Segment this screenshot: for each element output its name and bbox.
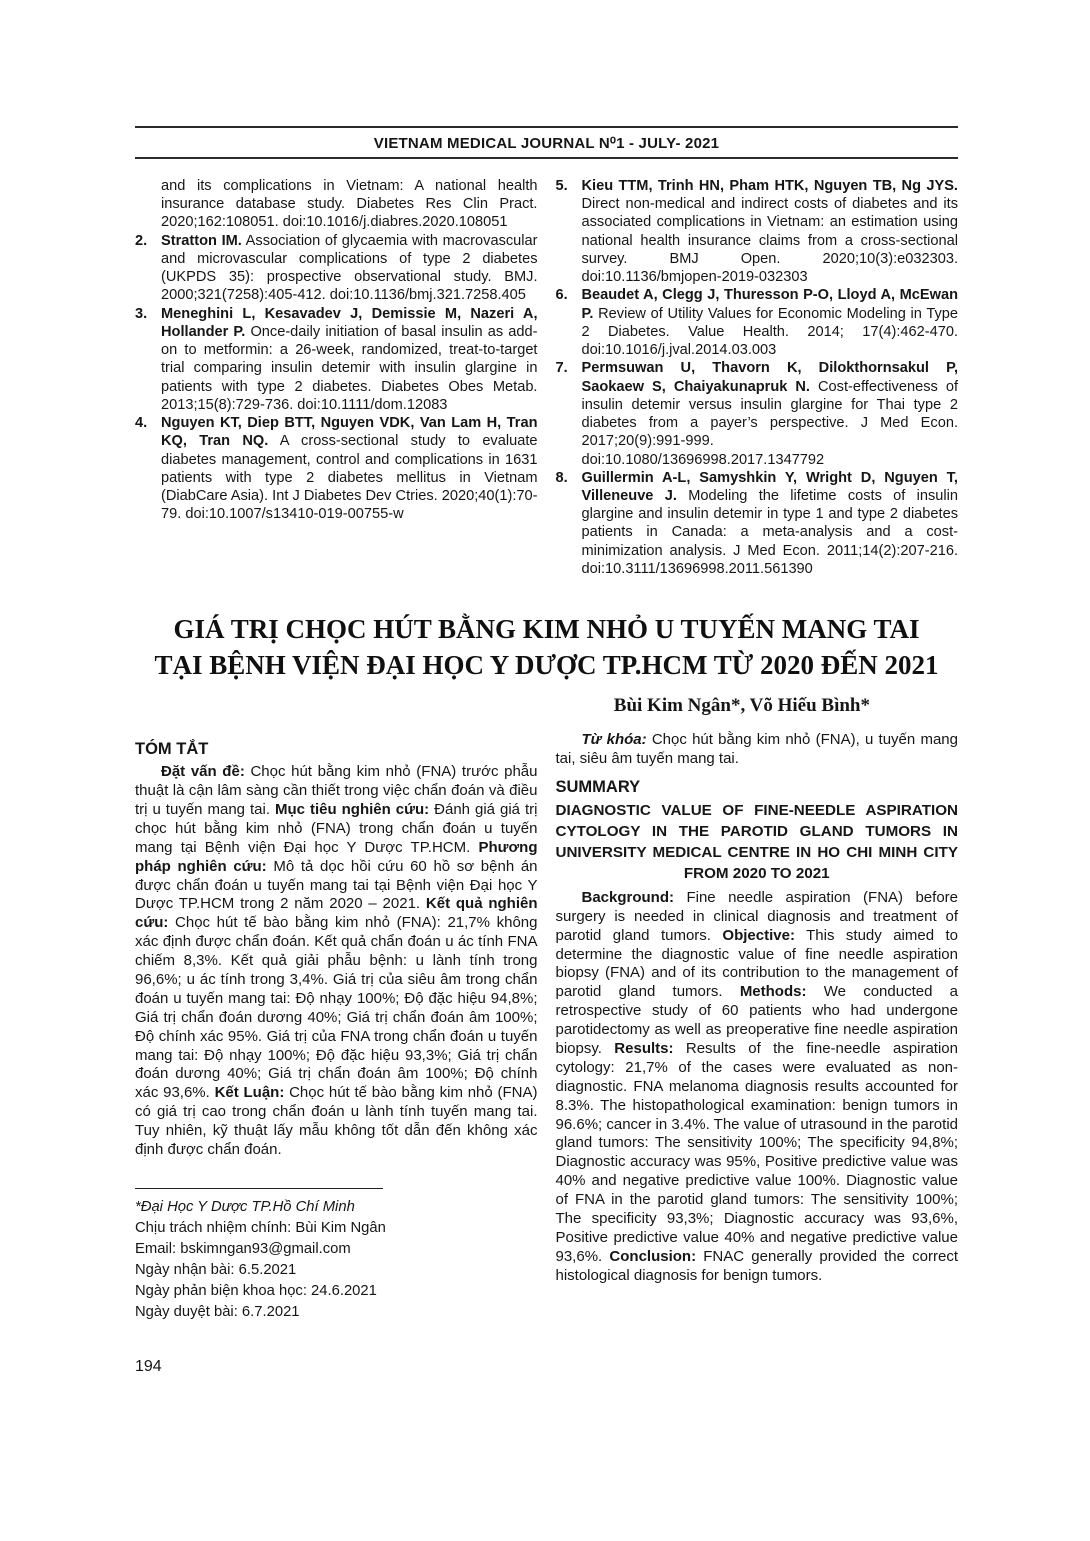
- article-body: [135, 731, 958, 1322]
- reference-text: [582, 286, 959, 359]
- reference-number: [135, 177, 161, 232]
- summary-heading: SUMMARY: [555, 778, 641, 797]
- reference-text: [582, 359, 959, 468]
- footnote: [135, 1197, 538, 1323]
- abstract-heading-vi: TÓM TẮT: [135, 740, 209, 759]
- reference-item: [135, 414, 538, 523]
- reference-citation: A cross-sectional study to evaluate diabetes management, control and complications in 1631 patients with type 2 diabetes mellitus in Vietnam (DiabCare Asia). Int J Diabetes Dev Ctries. 2020;40(1):70-79. doi:10.1007/s13410-019-00755-w: [161, 433, 538, 523]
- references-section: [135, 177, 958, 578]
- reference-authors: Stratton IM.: [161, 232, 242, 249]
- keywords: Từ khóa: Chọc hút bằng kim nhỏ (FNA), u tuyến mang tai, siêu âm tuyến mang tai.: [555, 731, 958, 768]
- reference-number: 6.: [555, 287, 568, 304]
- reference-citation: Cost-effectiveness of insulin detemir versus insulin glargine for Thai type 2 diabetes from a payer’s perspective. J Med Econ. 2017;20(9):991-999. doi:10.1080/13696998.2017.1347792: [581, 378, 958, 468]
- reference-number: 2.: [135, 232, 148, 249]
- article-title-line-1: GIÁ TRỊ CHỌC HÚT BẰNG KIM NHỎ U TUYẾN MANG TAI: [173, 614, 920, 645]
- reference-item: [135, 177, 538, 232]
- reference-text: [161, 232, 538, 305]
- reference-item: [135, 305, 538, 414]
- reference-citation: and its complications in Vietnam: A national health insurance database study. Diabetes Res Clin Pract. 2020;162:108051. doi:10.1016/j.diabres.2020.108051: [161, 178, 538, 231]
- article-authors: Bùi Kim Ngân*, Võ Hiếu Bình*: [613, 695, 870, 717]
- reference-item: [556, 286, 959, 359]
- abstract-vi: Đặt vấn đề: Chọc hút bằng kim nhỏ (FNA) trước phẫu thuật là cận lâm sàng cần thiết trong việc chẩn đoán và điều trị u tuyến mang tai. Mục tiêu nghiên cứu: Đánh giá giá trị chọc hút bằng kim nhỏ (FNA) trong chẩn đoán u tuyến mang tại Bệnh viện Đại học Y Dược TP.HCM. Phương pháp nghiên cứu: Mô tả dọc hồi cứu 60 hồ sơ bệnh án được chẩn đoán u tuyến mang tai tại Bệnh viện Đại học Y Dược TP.HCM trong 2 năm 2020 – 2021. Kết quả nghiên cứu: Chọc hút tế bào bằng kim nhỏ (FNA): 21,7% không xác định được chẩn đoán. Kết quả chẩn đoán u ác tính FNA chiếm 8,3%. Kết quả giải phẫu bệnh: u lành tính trong 96,6%; u ác tính trong 3,4%. Giá trị của siêu âm trong chẩn đoán u tuyến mang tai: Độ nhạy 100%; Độ đặc hiệu 94,8%; Giá trị chẩn đoán dương 40%; Giá trị chẩn đoán âm 100%; Độ chính xác 95%. Giá trị của FNA trong chẩn đoán u tuyến mang tai: Độ nhạy 100%; Độ đặc hiệu 93,3%; Giá trị chẩn đoán dương 40%; Giá trị chẩn đoán âm 100%; Độ chính xác 93,6%. Kết Luận: Chọc hút tế bào bằng kim nhỏ (FNA) có giá trị cao trong chẩn đoán u lành tính tuyến mang tai. Tuy nhiên, kỹ thuật lấy mẫu không tốt dẫn đến không xác định được chẩn đoán.: [135, 763, 538, 1158]
- column-right: [556, 731, 959, 1322]
- article-title-line-2: TẠI BỆNH VIỆN ĐẠI HỌC Y DƯỢC TP.HCM TỪ 2020 ĐẾN 2021: [154, 649, 939, 680]
- reference-number: 8.: [555, 469, 568, 486]
- article-title: [135, 612, 958, 683]
- reference-item: [135, 232, 538, 305]
- abstract-en: Background: Fine needle aspiration (FNA) before surgery is needed in clinical diagnosis and treatment of parotid gland tumors. Objective: This study aimed to determine the diagnostic value of fine needle aspiration biopsy (FNA) and of its contribution to the management of parotid gland tumors. Methods: We conducted a retrospective study of 60 patients who had undergone parotidectomy as well as preoperative fine needle aspiration biopsy. Results: Results of the fine-needle aspiration cytology: 21,7% of the cases were evaluated as non-diagnostic. FNA melanoma diagnosis results accounted for 8.3%. The histopathological examination: benign tumors in 96.6%; cancer in 3.4%. The value of utrasound in the parotid gland tumors: The sensitivity 100%; The specificity 94,8%; Diagnostic accuracy was 95%, Positive predictive value was 40% and negative predictive value 100%. Diagnostic value of FNA in the parotid gland tumors: The sensitivity 100%; The specificity 93,3%; Diagnostic accuracy was 93,6%, Positive predictive value 40% and negative predictive value 93,6%. Conclusion: FNAC generally provided the correct histological diagnosis for benign tumors.: [555, 888, 959, 1284]
- summary-title: DIAGNOSTIC VALUE OF FINE-NEEDLE ASPIRATION CYTOLOGY IN THE PAROTID GLAND TUMORS IN UNIVERSITY MEDICAL CENTRE IN HO CHI MINH CITY FROM 2020 TO 2021: [555, 801, 958, 882]
- page-number: 194: [135, 1358, 162, 1375]
- reference-authors: Permsuwan U, Thavorn K, Dilokthornsakul P, Saokaew S, Chaiyakunapruk N.: [581, 360, 958, 395]
- reference-citation: Modeling the lifetime costs of insulin glargine and insulin detemir in type 1 and type 2 diabetes patients in Canada: a meta-analysis and a cost-minimization analysis. J Med Econ. 2011;14(2):207-216. doi:10.3111/13696998.2011.561390: [581, 487, 959, 577]
- reference-number: 7.: [555, 360, 568, 377]
- reference-number: 5.: [555, 178, 568, 194]
- reference-citation: Once-daily initiation of basal insulin as add-on to metformin: a 26-week, randomized, treat-to-target trial comparing insulin detemir with insulin glargine in patients with type 2 diabetes. Diabetes Obes Metab. 2013;15(8):729-736. doi:10.1111/dom.12083: [161, 323, 538, 413]
- reference-citation: Direct non-medical and indirect costs of diabetes and its associated complications in Vietnam: an estimation using national health insurance claims from a cross-sectional survey. BMJ Open. 2020;10(3):e032303. doi:10.1136/bmjopen-2019-032303: [581, 196, 958, 286]
- reference-text: [582, 177, 959, 286]
- footnote-line-reviewed: Ngày phản biện khoa học: 24.6.2021: [135, 1282, 377, 1299]
- references-column-right: [556, 177, 959, 578]
- footnote-affiliation: *Đại Học Y Dược TP.Hồ Chí Minh: [135, 1198, 355, 1215]
- reference-citation: Association of glycaemia with macrovascular and microvascular complications of type 2 diabetes (UKPDS 35): prospective observational study. BMJ. 2000;321(7258):405-412. doi:10.1136/bmj.321.7258.405: [161, 232, 538, 304]
- footnote-line-accepted: Ngày duyệt bài: 6.7.2021: [135, 1303, 300, 1320]
- reference-authors: Meneghini L, Kesavadev J, Demissie M, Nazeri A, Hollander P.: [161, 305, 538, 340]
- footnote-line-responsible: Chịu trách nhiệm chính: Bùi Kim Ngân: [135, 1219, 386, 1236]
- footnote-line-email: Email: bskimngan93@gmail.com: [135, 1240, 351, 1257]
- column-left: [135, 731, 538, 1322]
- reference-citation: Review of Utility Values for Economic Modeling in Type 2 Diabetes. Value Health. 2014; 17(4):462-470. doi:10.1016/j.jval.2014.03.003: [581, 305, 958, 359]
- reference-number: 4.: [135, 415, 148, 432]
- reference-text: [161, 305, 538, 414]
- reference-item: [556, 359, 959, 468]
- references-column-left: [135, 177, 538, 578]
- reference-authors: Nguyen KT, Diep BTT, Nguyen VDK, Van Lam H, Tran KQ, Tran NQ.: [161, 415, 538, 450]
- reference-text: [161, 414, 538, 523]
- reference-item: [556, 177, 959, 286]
- reference-number: 3.: [135, 305, 148, 322]
- journal-header: [135, 126, 958, 159]
- reference-text: [582, 469, 959, 578]
- reference-text: [161, 177, 538, 232]
- reference-authors: Guillermin A-L, Samyshkin Y, Wright D, Nguyen T, Villeneuve J.: [581, 469, 958, 504]
- reference-item: [556, 469, 959, 578]
- footnote-line-received: Ngày nhận bài: 6.5.2021: [135, 1261, 297, 1278]
- reference-authors: Beaudet A, Clegg J, Thuresson P-O, Lloyd A, McEwan P.: [581, 287, 958, 322]
- footnote-divider: [135, 1188, 383, 1189]
- journal-header-text: VIETNAM MEDICAL JOURNAL N⁰1 - JULY- 2021: [373, 135, 720, 152]
- reference-authors: Kieu TTM, Trinh HN, Pham HTK, Nguyen TB, Ng JYS.: [581, 178, 958, 194]
